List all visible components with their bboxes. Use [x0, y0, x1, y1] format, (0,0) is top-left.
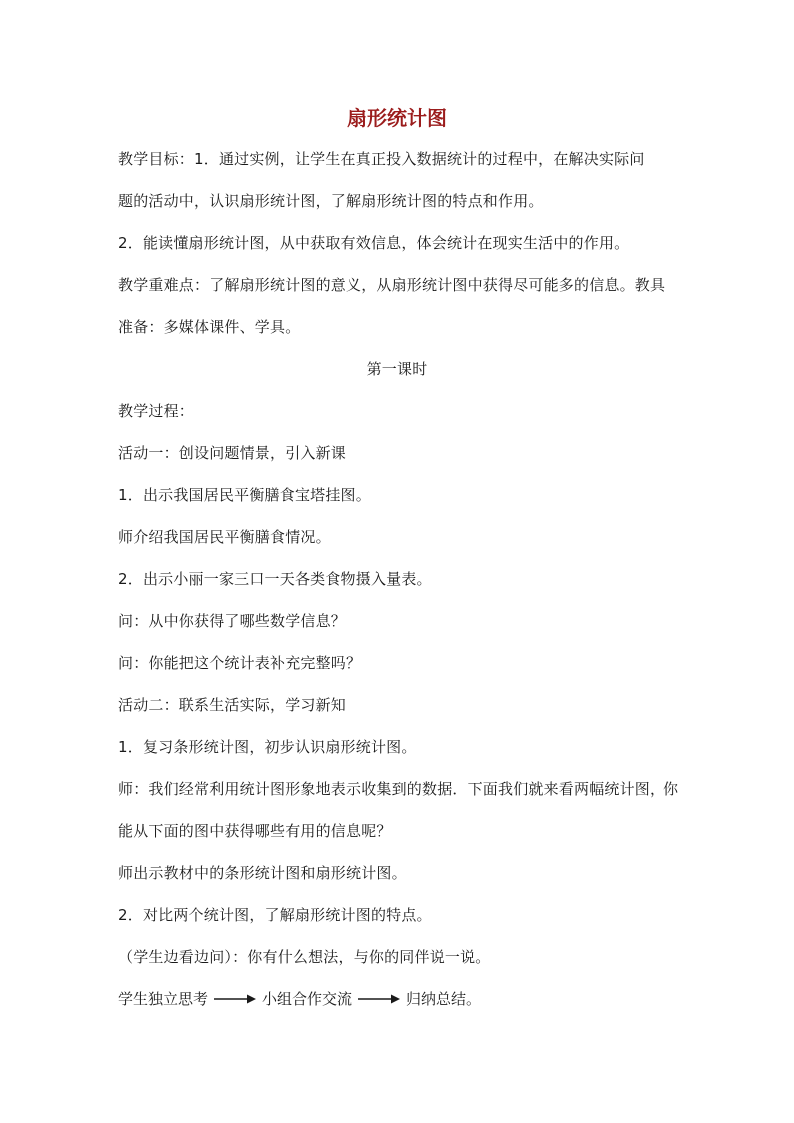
- paragraph-line: 题的活动中，认识扇形统计图，了解扇形统计图的特点和作用。: [118, 192, 544, 210]
- paragraph-line: 问：你能把这个统计表补充完整吗？: [118, 654, 362, 672]
- flow-step-2: 小组合作交流: [262, 990, 353, 1008]
- paragraph-line: 能从下面的图中获得哪些有用的信息呢？: [118, 822, 392, 840]
- paragraph-line: 师介绍我国居民平衡膳食情况。: [118, 528, 331, 546]
- paragraph-line: 师：我们经常利用统计图形象地表示收集到的数据．下面我们就来看两幅统计图，: [118, 780, 666, 798]
- paragraph-line: 教学目标：1．通过实例，让学生在真正投入数据统计的过程中，在解决实际问: [118, 150, 645, 168]
- paragraph-line: 2．出示小丽一家三口一天各类食物摄入量表。: [118, 570, 432, 588]
- paragraph-line-tail: 你: [663, 780, 679, 798]
- paragraph-line: 1．出示我国居民平衡膳食宝塔挂图。: [118, 486, 371, 504]
- flow-step-1: 学生独立思考: [118, 990, 209, 1008]
- paragraph-line: 教学重难点：了解扇形统计图的意义，从扇形统计图中获得尽可能多的信息。教具: [118, 276, 666, 294]
- paragraph-line: 1．复习条形统计图，初步认识扇形统计图。: [118, 738, 417, 756]
- document-title: 扇形统计图: [347, 106, 447, 130]
- paragraph-line: 教学过程：: [118, 402, 195, 420]
- paragraph-line: 问：从中你获得了哪些数学信息？: [118, 612, 347, 630]
- paragraph-line: （学生边看边问）：你有什么想法，与你的同伴说一说。: [118, 948, 491, 966]
- paragraph-line: 活动一：创设问题情景，引入新课: [118, 444, 347, 462]
- lesson-heading: 第一课时: [366, 360, 428, 378]
- paragraph-line: 2．对比两个统计图，了解扇形统计图的特点。: [118, 906, 432, 924]
- flow-step-3: 归纳总结。: [406, 990, 482, 1008]
- paragraph-line: 2．能读懂扇形统计图，从中获取有效信息，体会统计在现实生活中的作用。: [118, 234, 630, 252]
- paragraph-line: 准备：多媒体课件、学具。: [118, 318, 301, 336]
- arrow-right-icon: [214, 993, 256, 1005]
- paragraph-line: 师出示教材中的条形统计图和扇形统计图。: [118, 864, 407, 882]
- arrow-right-icon: [358, 993, 400, 1005]
- process-flow: [118, 988, 481, 1010]
- paragraph-line: 活动二：联系生活实际，学习新知: [118, 696, 347, 714]
